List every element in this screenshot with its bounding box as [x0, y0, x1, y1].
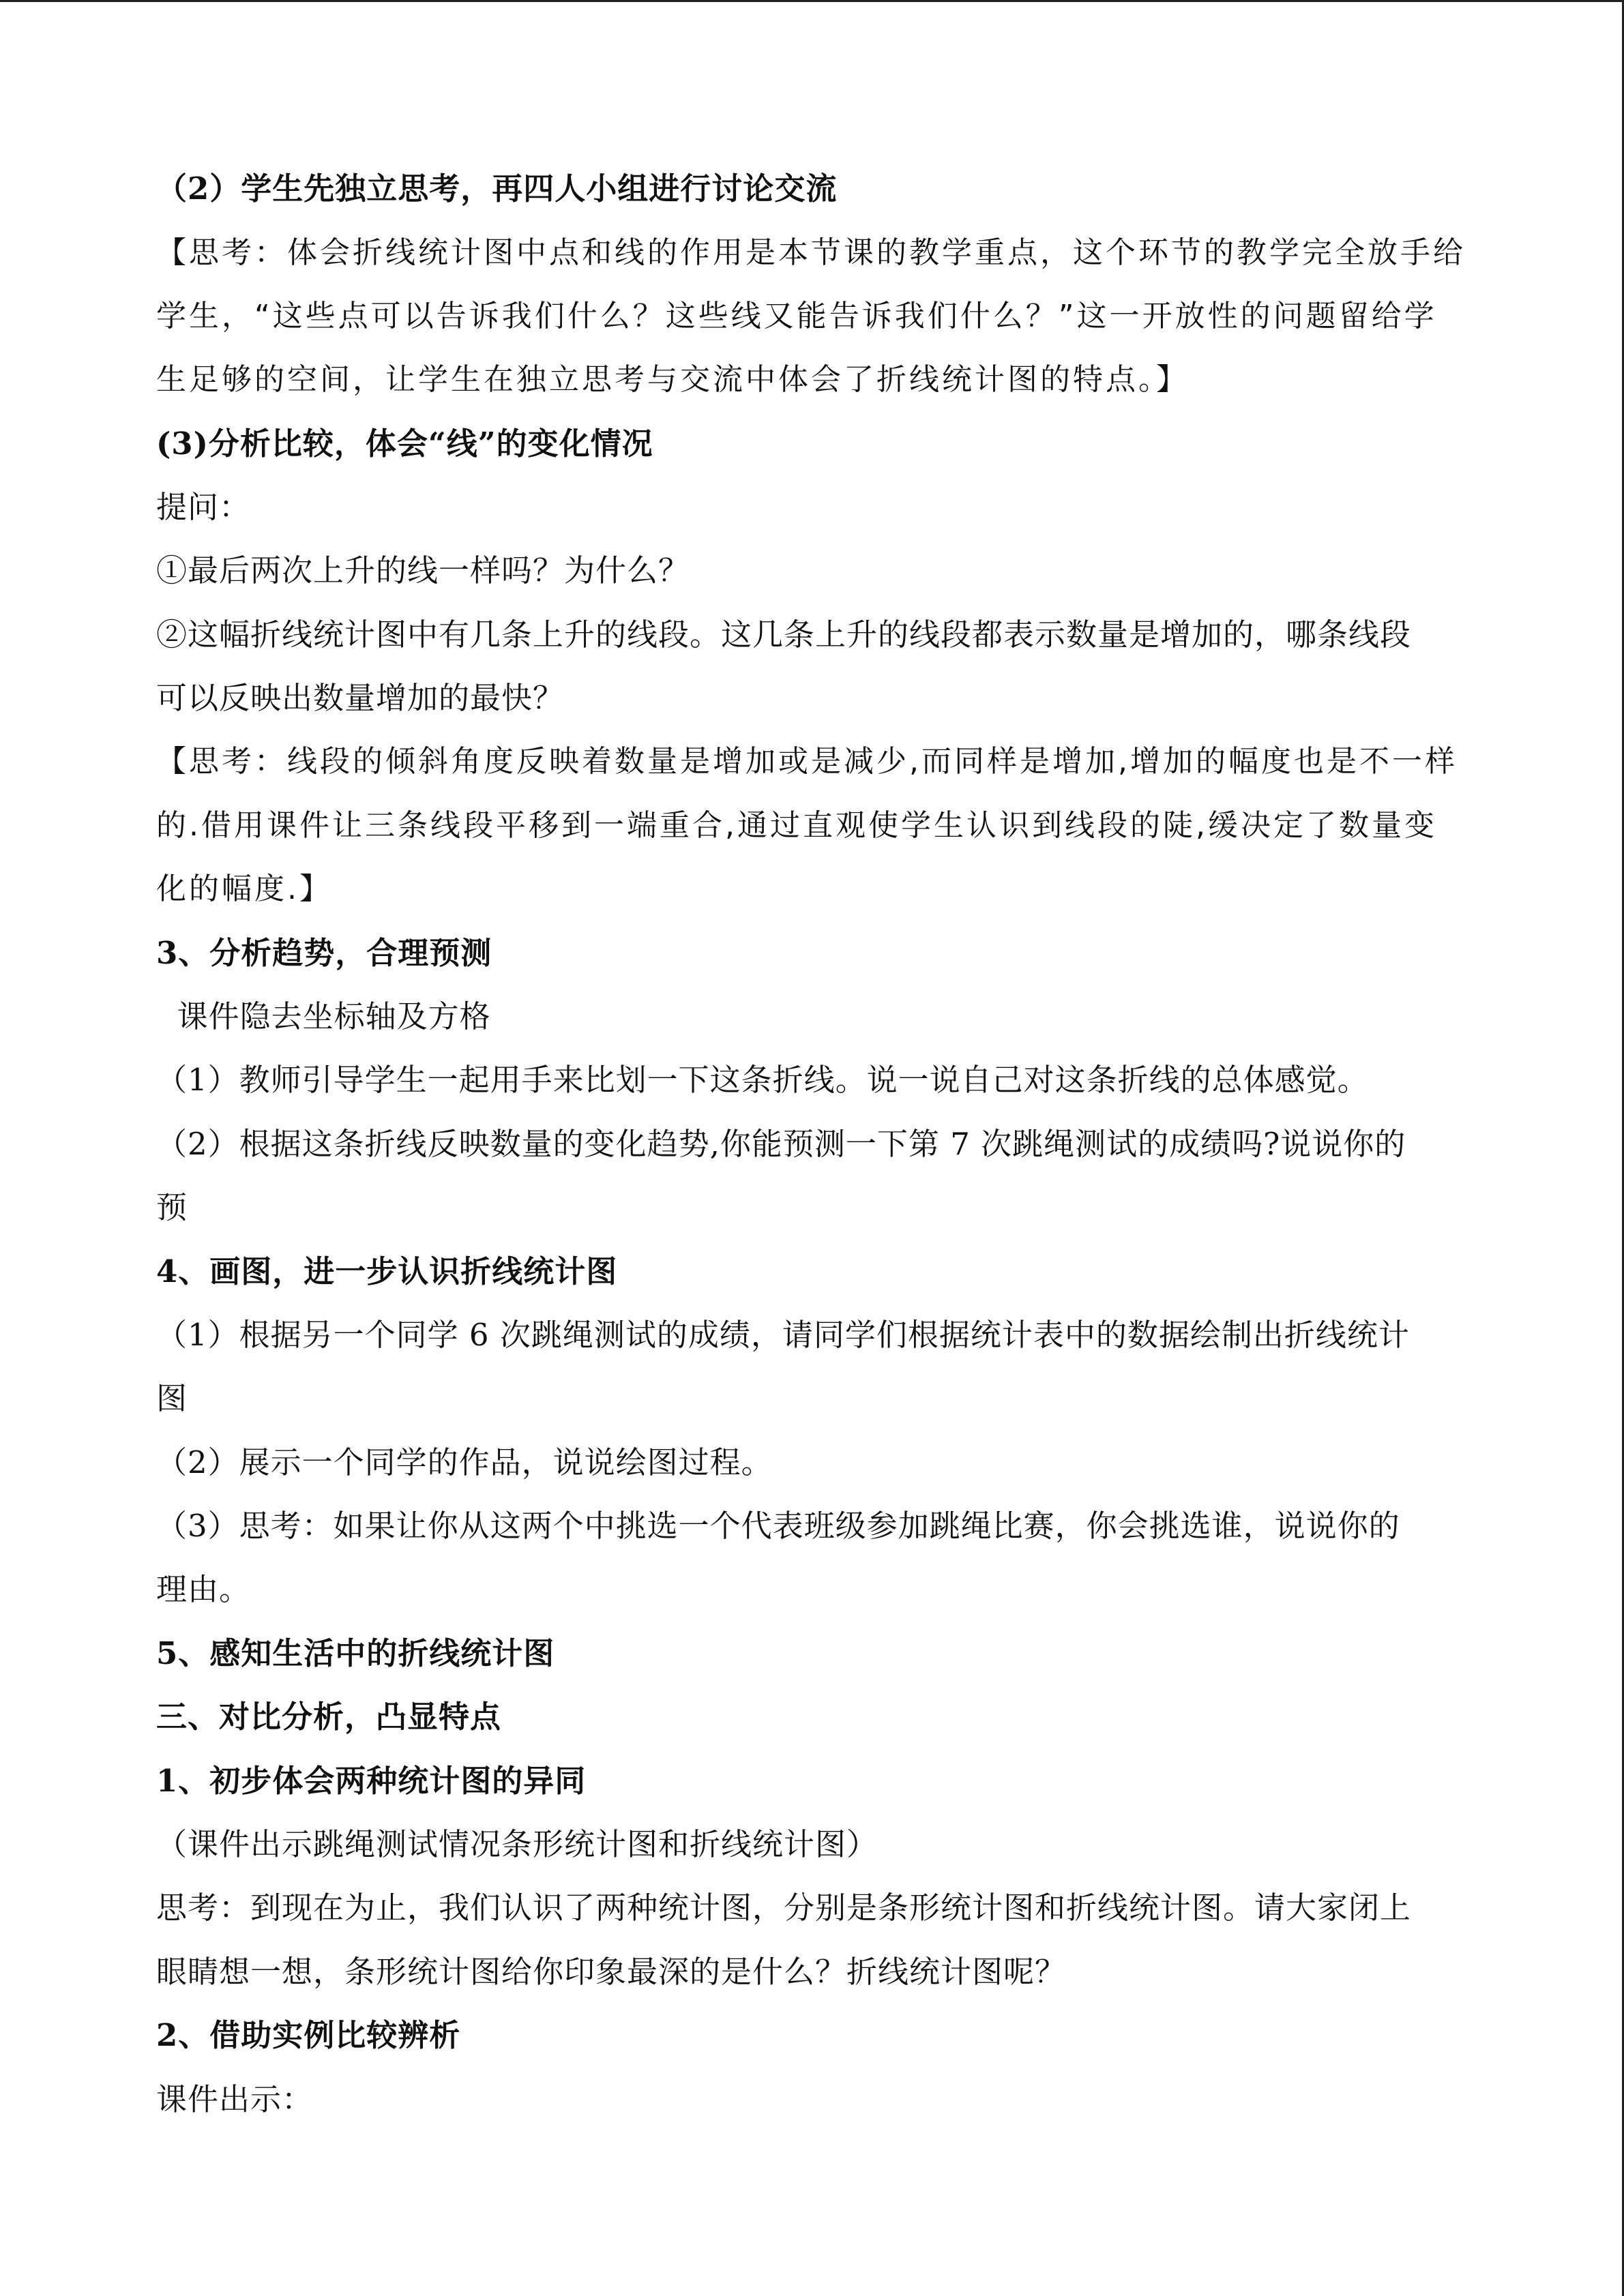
reflection-note-2-line-1: 【思考：线段的倾斜角度反映着数量是增加或是减少,而同样是增加,增加的幅度也是不一样 [156, 744, 1458, 779]
subheading-step-2: （2）学生先独立思考，再四人小组进行讨论交流 [156, 170, 838, 207]
subheading-step-3: (3)分析比较，体会“线”的变化情况 [156, 426, 653, 462]
step-3-item-1: （1）教师引导学生一起用手来比划一下这条折线。说一说自己对这条折线的总体感觉。 [156, 1062, 1369, 1098]
reflection-note-1-line-1: 【思考：体会折线统计图中点和线的作用是本节课的教学重点，这个环节的教学完全放手给 [156, 235, 1466, 270]
courseware-note: 课件隐去坐标轴及方格 [156, 998, 491, 1034]
part-heading-3: 三、对比分析，凸显特点 [156, 1699, 502, 1735]
step-3-item-2-line-2: 预 [156, 1189, 188, 1225]
reflection-note-1-line-2: 学生，“这些点可以告诉我们什么？这些线又能告诉我们什么？”这一开放性的问题留给学 [156, 299, 1437, 333]
step-4-item-2: （2）展示一个同学的作品，说说绘图过程。 [156, 1444, 773, 1480]
step-4-item-1-line-1: （1）根据另一个同学 6 次跳绳测试的成绩，请同学们根据统计表中的数据绘制出折线统计 [156, 1317, 1410, 1353]
section-heading-3: 3、分析趋势，合理预测 [156, 935, 492, 971]
step-4-item-3-line-2: 理由。 [156, 1571, 251, 1607]
question-2-line-2: 可以反映出数量增加的最快？ [156, 680, 565, 716]
step-4-item-1-line-2: 图 [156, 1380, 188, 1416]
question-1: ①最后两次上升的线一样吗？为什么？ [156, 552, 690, 588]
courseware-display-note: （课件出示跳绳测试情况条形统计图和折线统计图） [156, 1826, 879, 1862]
reflection-note-2-line-2: 的.借用课件让三条线段平移到一端重合,通过直观使学生认识到线段的陡,缓决定了数量变 [156, 808, 1437, 843]
courseware-show-label: 课件出示： [156, 2081, 314, 2117]
step-4-item-3-line-1: （3）思考：如果让你从这两个中挑选一个代表班级参加跳绳比赛，你会挑选谁，说说你的 [156, 1508, 1400, 1544]
reflection-note-1-line-3: 生足够的空间，让学生在独立思考与交流中体会了折线统计图的特点。】 [156, 362, 1189, 397]
subsection-heading-2: 2、借助实例比较辨析 [156, 2017, 461, 2053]
question-2-line-1: ②这幅折线统计图中有几条上升的线段。这几条上升的线段都表示数量是增加的，哪条线段 [156, 616, 1412, 653]
reflection-note-2-line-3: 化的幅度.】 [156, 871, 332, 906]
thinking-paragraph-line-2: 眼睛想一想，条形统计图给你印象最深的是什么？折线统计图呢？ [156, 1954, 1067, 1990]
section-heading-4: 4、画图，进一步认识折线统计图 [156, 1253, 618, 1289]
step-3-item-2-line-1: （2）根据这条折线反映数量的变化趋势,你能预测一下第 7 次跳绳测试的成绩吗?说说你的 [156, 1126, 1406, 1162]
thinking-paragraph-line-1: 思考：到现在为止，我们认识了两种统计图，分别是条形统计图和折线统计图。请大家闭上 [156, 1890, 1412, 1926]
question-prompt: 提问： [156, 489, 251, 525]
section-heading-5: 5、感知生活中的折线统计图 [156, 1635, 555, 1671]
subsection-heading-1: 1、初步体会两种统计图的异同 [156, 1763, 587, 1799]
